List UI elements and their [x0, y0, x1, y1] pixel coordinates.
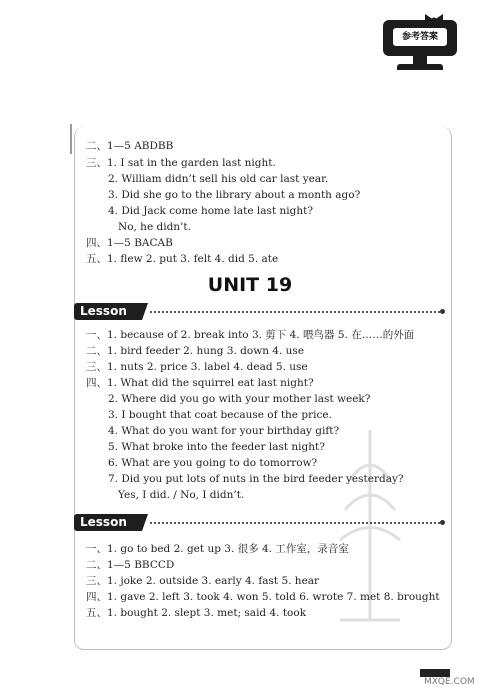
answer-line: 5. What broke into the feeder last night? — [108, 441, 325, 453]
answer-line: 五、1. flew 2. put 3. felt 4. did 5. ate — [86, 253, 279, 265]
answer-line: 二、1—5 BBCCD — [86, 559, 175, 571]
answer-line: 3. I bought that coat because of the price. — [108, 409, 332, 421]
answer-line: 三、1. joke 2. outside 3. early 4. fast 5. hear — [86, 575, 320, 587]
answer-line: 四、1. gave 2. left 3. took 4. won 5. told 6. wrote 7. met 8. brought — [86, 591, 440, 603]
frame-corner — [70, 124, 82, 154]
answer-line: 3. Did she go to the library about a month ago? — [108, 189, 361, 201]
answer-key-monitor-icon — [383, 20, 457, 70]
answer-line: 一、1. go to bed 2. get up 3. 很多 4. 工作室，录音室 — [86, 543, 349, 555]
answer-line: 2. Where did you go with your mother last week? — [108, 393, 371, 405]
answer-line: 4. Did Jack come home late last night? — [108, 205, 313, 217]
answer-line: 四、1—5 BACAB — [86, 237, 173, 249]
monitor-base — [397, 64, 443, 70]
lesson-37-tab: Lesson 37 — [74, 303, 142, 320]
lesson-37-rule — [150, 311, 440, 313]
rule-end-dot — [440, 309, 445, 314]
answer-line: 6. What are you going to do tomorrow? — [108, 457, 318, 469]
answer-line: 一、1. because of 2. break into 3. 剪下 4. 喂鸟器 5. 在……的外面 — [86, 329, 415, 341]
answer-line: 二、1—5 ABDBB — [86, 140, 174, 152]
lesson-38-tab: Lesson 38 — [74, 514, 142, 531]
answer-line: No, he didn’t. — [118, 221, 191, 233]
monitor-stand — [413, 56, 427, 64]
answer-key-label: 参考答案 — [393, 28, 447, 46]
footer-logo-bar — [420, 669, 450, 677]
answer-line: 7. Did you put lots of nuts in the bird feeder yesterday? — [108, 473, 404, 485]
answer-line: Yes, I did. / No, I didn’t. — [118, 489, 245, 501]
answer-line: 三、1. nuts 2. price 3. label 4. dead 5. use — [86, 361, 308, 373]
decorative-watermark — [300, 420, 440, 650]
unit-title: UNIT 19 — [207, 274, 293, 296]
monitor-screen — [383, 20, 457, 56]
answer-line: 2. William didn’t sell his old car last year. — [108, 173, 329, 185]
answer-line: 二、1. bird feeder 2. hung 3. down 4. use — [86, 345, 305, 357]
answer-line: 五、1. bought 2. slept 3. met; said 4. took — [86, 607, 307, 619]
answer-line: 4. What do you want for your birthday gift? — [108, 425, 340, 437]
rule-end-dot — [440, 520, 445, 525]
answer-line: 三、1. I sat in the garden last night. — [86, 157, 276, 169]
footer-logo-text: MXQE.COM — [424, 677, 475, 687]
answer-line: 四、1. What did the squirrel eat last night? — [86, 377, 314, 389]
